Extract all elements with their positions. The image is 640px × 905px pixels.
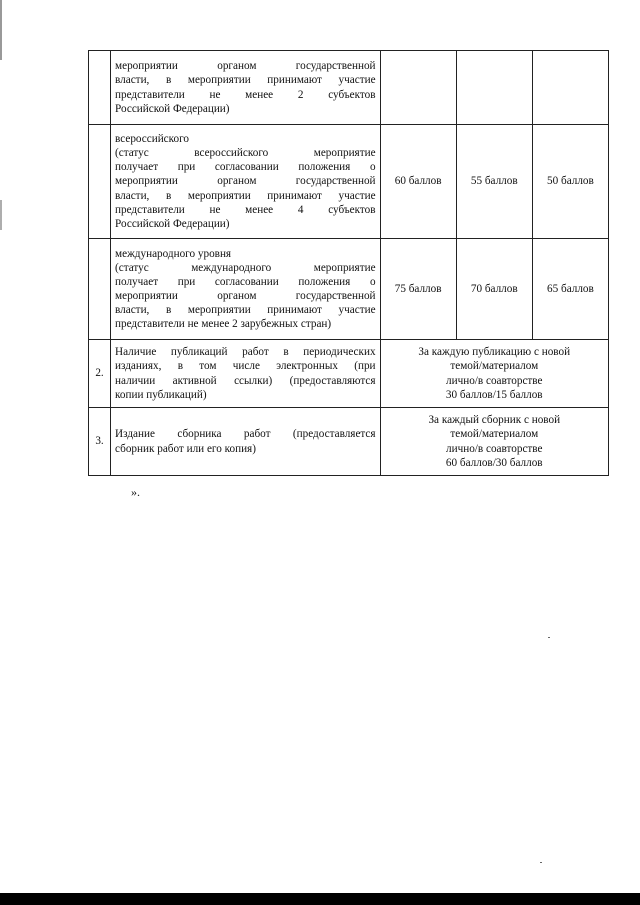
description-line: (статус международного мероприятие (115, 261, 376, 274)
table-row-regional-continued (89, 51, 609, 125)
description-line: Российской Федерации) (115, 102, 230, 115)
description-line: международного уровня (115, 247, 232, 260)
score-cell (456, 51, 532, 125)
scan-edge-bottom (0, 893, 640, 905)
table-row-national (89, 125, 609, 239)
scan-speck (548, 637, 550, 638)
score-cell: 70 баллов (456, 239, 532, 340)
description-line: копии публикаций) (115, 388, 207, 401)
item-number-cell: 2. (89, 340, 111, 408)
scan-edge-left (0, 0, 2, 905)
criteria-table (88, 50, 609, 476)
table-row-international (89, 239, 609, 340)
scan-speck (540, 862, 542, 863)
score-rule-line: За каждую публикацию с новой (418, 346, 571, 359)
description-line: власти, в мероприятии принимают участие (115, 189, 376, 202)
item-number-cell (89, 125, 111, 239)
description-line: получает при согласовании положения о (115, 161, 376, 174)
description-line: мероприятии органом государственной (115, 60, 376, 73)
table-row-item-3 (89, 408, 609, 476)
score-rule-line: лично/в соавторстве (446, 442, 543, 455)
description-line: власти, в мероприятии принимают участие (115, 74, 376, 87)
criterion-description (111, 408, 381, 476)
item-number-cell (89, 51, 111, 125)
closing-quote-mark: ». (131, 485, 140, 499)
description-line: всероссийского (115, 133, 190, 146)
description-line: Издание сборника работ (предоставляется (115, 428, 376, 441)
criterion-description (111, 239, 381, 340)
description-line: представители не менее 2 зарубежных стран) (115, 318, 332, 331)
description-line: сборник работ или его копия) (115, 442, 256, 455)
criterion-description (111, 51, 381, 125)
score-rule-line: темой/материалом (450, 360, 539, 373)
score-cell: 50 баллов (532, 125, 608, 239)
score-cell: 55 баллов (456, 125, 532, 239)
description-line: представители не менее 4 субъектов (115, 203, 376, 216)
table-row-item-2 (89, 340, 609, 408)
merged-score-cell (380, 408, 608, 476)
description-line: изданиях, в том числе электронных (при (115, 360, 376, 373)
description-line: мероприятии органом государственной (115, 290, 376, 302)
score-cell (532, 51, 608, 125)
description-line: получает при согласовании положения о (115, 275, 376, 288)
description-line: мероприятии органом государственной (115, 175, 376, 188)
description-line: (статус всероссийского мероприятие (115, 147, 376, 160)
score-rule-line: темой/материалом (450, 428, 539, 441)
item-number-cell (89, 239, 111, 340)
merged-score-cell (380, 340, 608, 408)
score-cell: 60 баллов (380, 125, 456, 239)
score-cell (380, 51, 456, 125)
description-line: представители не менее 2 субъектов (115, 88, 376, 101)
description-line: наличии активной ссылки) (предоставляются (115, 374, 376, 387)
score-cell: 65 баллов (532, 239, 608, 340)
description-line: Наличие публикаций работ в периодических (115, 346, 376, 359)
score-rule-line: 60 баллов/30 баллов (445, 456, 543, 469)
score-rule-line: 30 баллов/15 баллов (445, 388, 543, 401)
description-line: Российской Федерации) (115, 217, 230, 230)
criterion-description (111, 340, 381, 408)
score-cell: 75 баллов (380, 239, 456, 340)
score-rule-line: лично/в соавторстве (446, 374, 543, 387)
description-line: власти, в мероприятии принимают участие (115, 304, 376, 317)
item-number-cell: 3. (89, 408, 111, 476)
score-rule-line: За каждый сборник с новой (428, 414, 561, 427)
criterion-description (111, 125, 381, 239)
